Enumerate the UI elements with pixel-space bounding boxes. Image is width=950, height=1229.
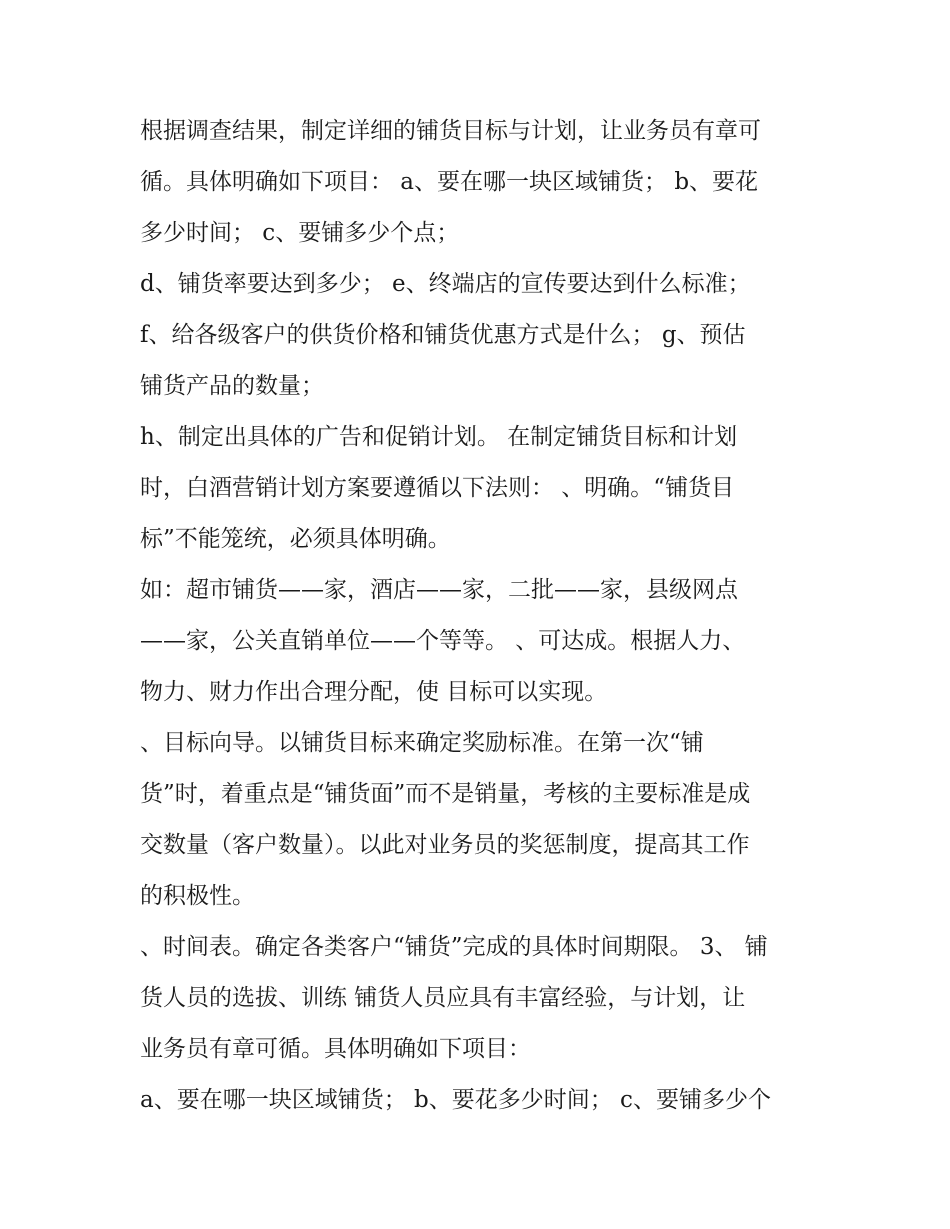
text-line: 标”不能笼统，必须具体明确。 [140,526,451,552]
text-line: 业务员有章可循。具体明确如下项目： [140,1036,531,1062]
text-line: 的积极性。 [140,883,255,909]
text-line: 货”时，着重点是“铺货面”而不是销量，考核的主要标准是成 [140,781,751,807]
body-text [140,106,820,1126]
text-line: 、目标向导。以铺货目标来确定奖励标准。在第一次“铺 [140,730,704,756]
text-line: 多少时间； c、要铺多少个点； [140,220,460,246]
text-line: f、给各级客户的供货价格和铺货优惠方式是什么； g、预估 [140,322,746,348]
text-line: 铺货产品的数量； [140,373,324,399]
text-line: 、时间表。确定各类客户“铺货”完成的具体时间期限。 3、 铺 [140,934,768,960]
text-line: a、要在哪一块区域铺货； b、要花多少时间； c、要铺多少个 [140,1087,771,1113]
text-line: 根据调查结果，制定详细的铺货目标与计划，让业务员有章可 [140,118,761,144]
text-line: ——家，公关直销单位——个等等。 、可达成。根据人力、 [140,628,746,654]
text-line: 时，白酒营销计划方案要遵循以下法则： 、明确。“铺货目 [140,475,735,501]
text-line: h、制定出具体的广告和促销计划。 在制定铺货目标和计划 [140,424,738,450]
text-line: 交数量（客户数量）。以此对业务员的奖惩制度，提高其工作 [140,832,750,858]
text-line: 物力、财力作出合理分配，使 目标可以实现。 [140,679,608,705]
text-line: 循。具体明确如下项目： a、要在哪一块区域铺货； b、要花 [140,169,759,195]
text-line: 货人员的选拔、训练 铺货人员应具有丰富经验，与计划，让 [140,985,746,1011]
text-line: d、铺货率要达到多少； e、终端店的宣传要达到什么标准； [140,271,751,297]
text-line: 如：超市铺货——家，酒店——家，二批——家，县级网点 [140,577,738,603]
